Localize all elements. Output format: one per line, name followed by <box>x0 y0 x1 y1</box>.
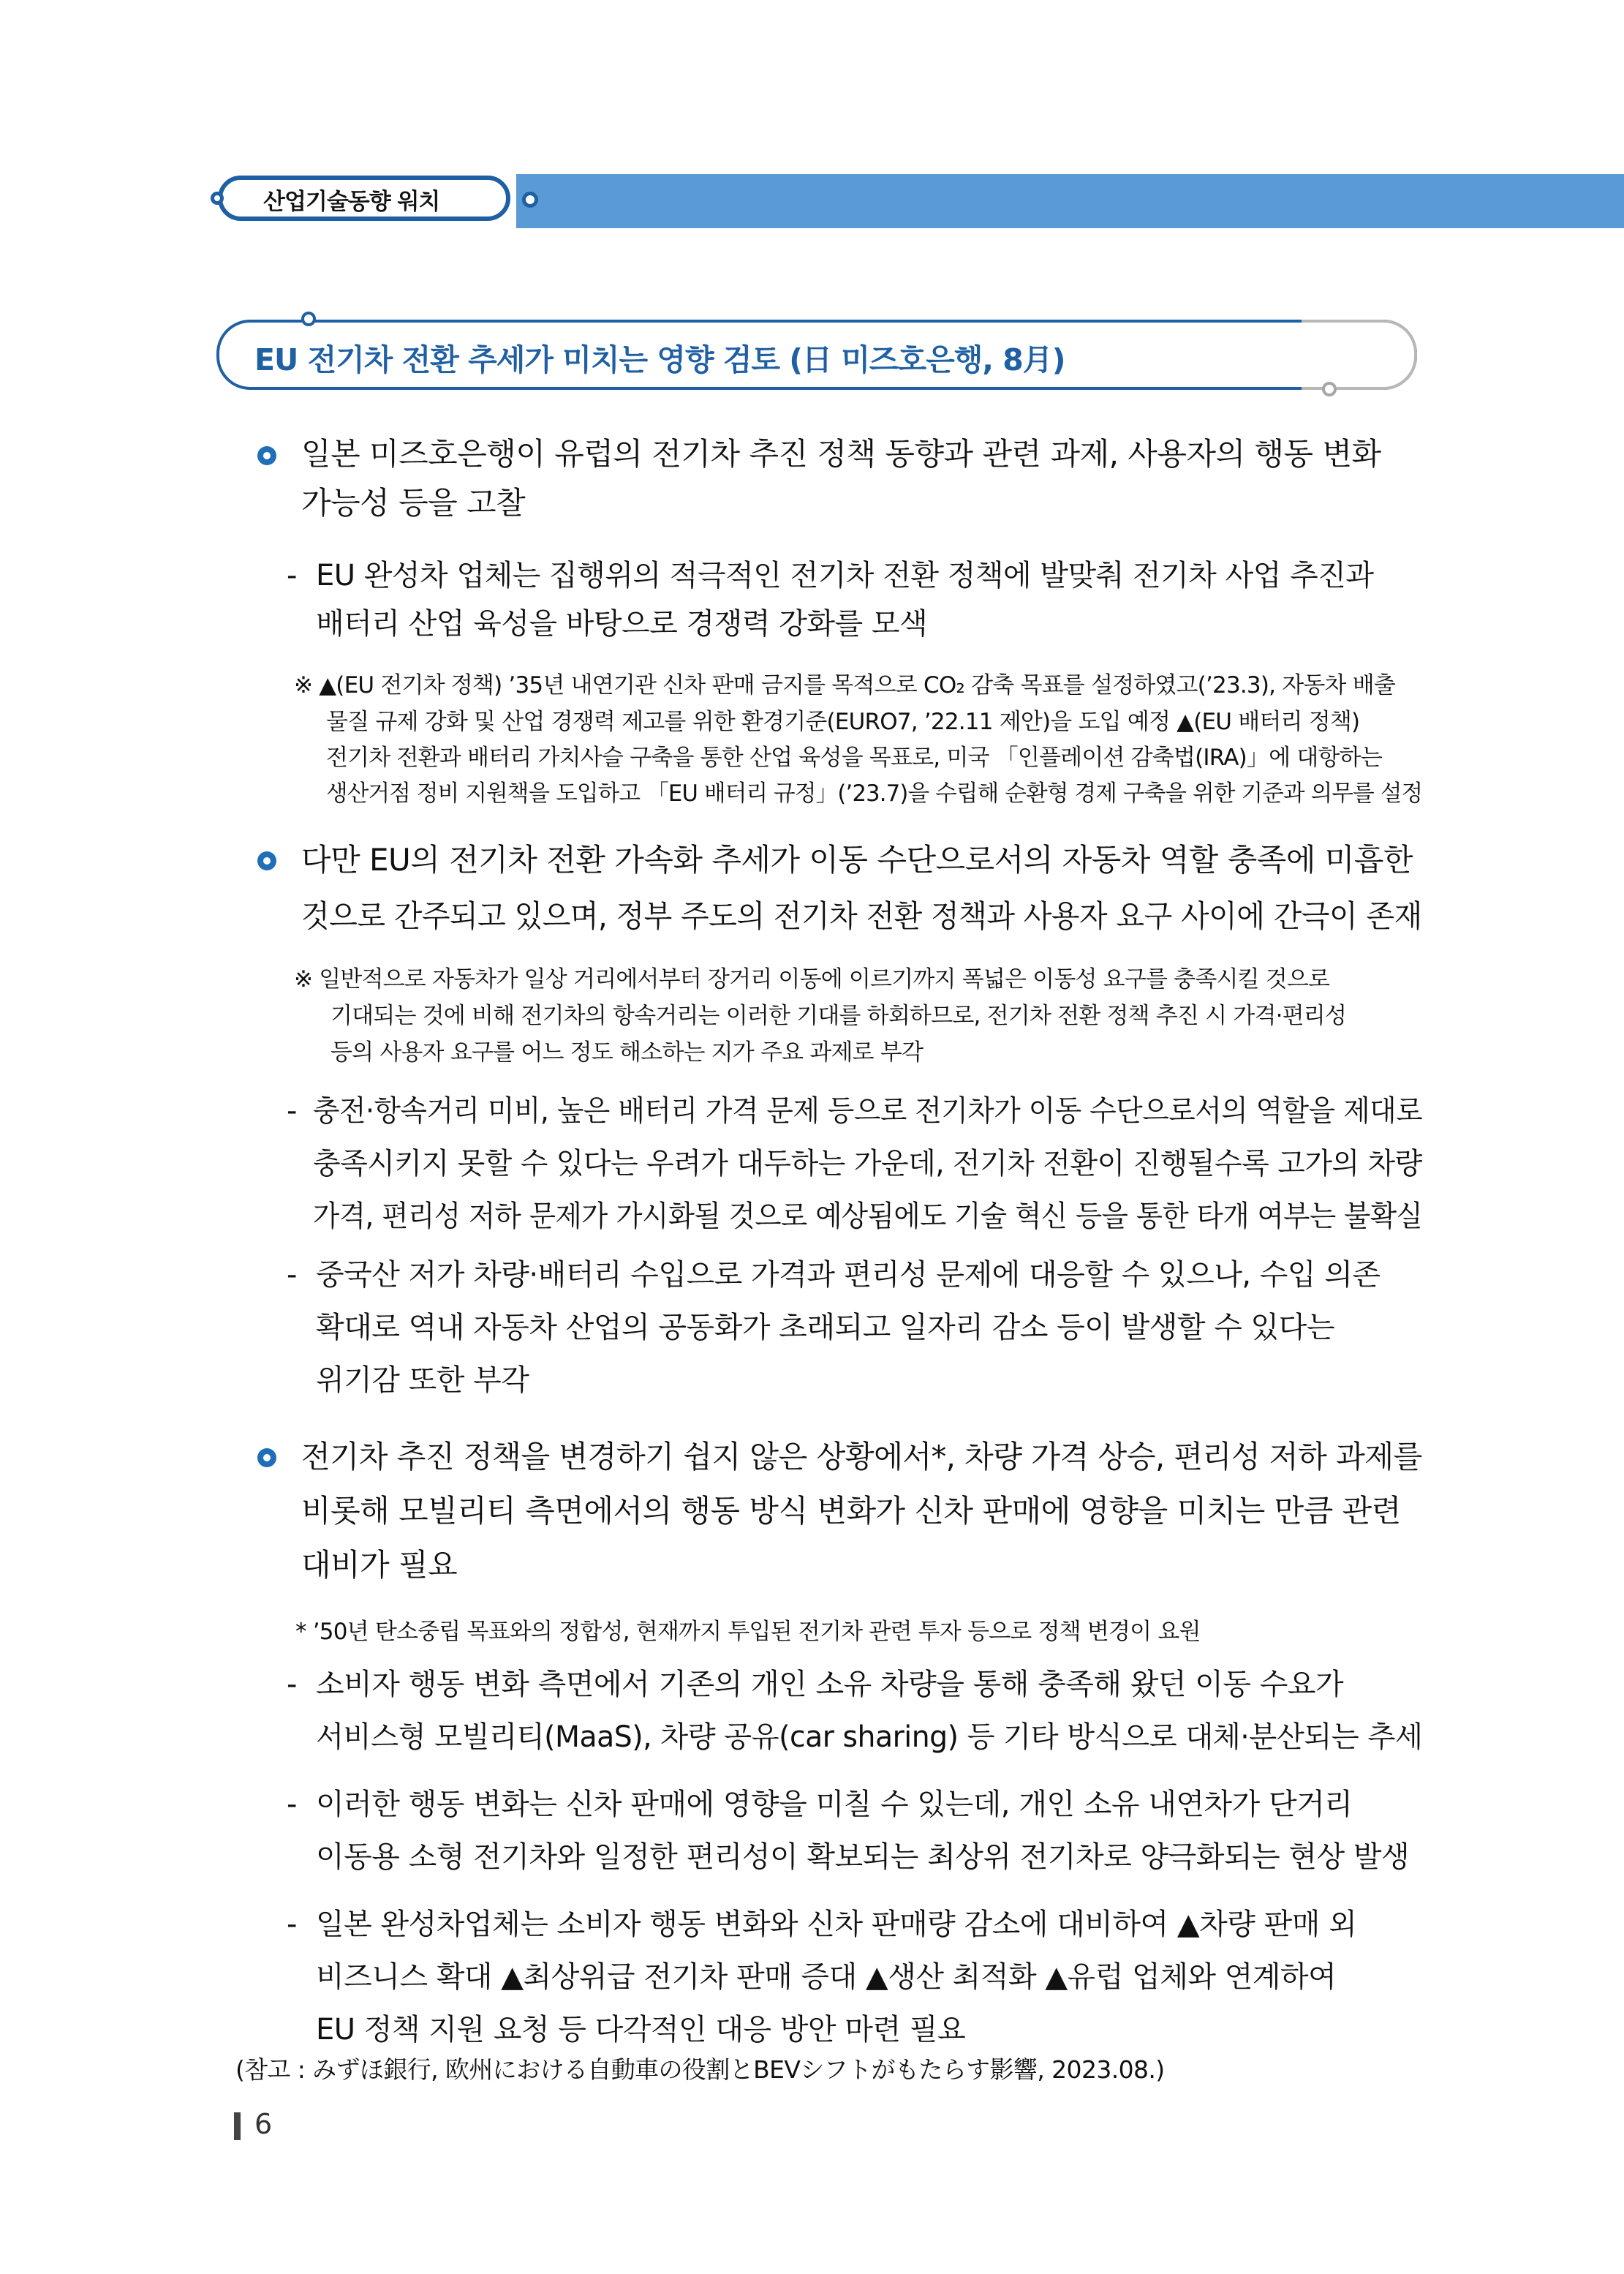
sub-line: 비즈니스 확대 ▲최상위급 전기차 판매 증대 ▲생산 최적화 ▲유럽 업체와 연계하여 <box>316 1960 1337 1994</box>
bullet-icon <box>257 851 276 870</box>
sub-line: 이러한 행동 변화는 신차 판매에 영향을 미칠 수 있는데, 개인 소유 내연차가 단거리 <box>316 1788 1353 1821</box>
sub-line: EU 정책 지원 요청 등 다각적인 대응 방안 마련 필요 <box>316 2013 966 2047</box>
dash-marker: - <box>287 1668 298 1701</box>
note-line: 물질 규제 강화 및 산업 경쟁력 제고를 위한 환경기준(EURO7, ’22.11 제안)을 도입 예정 ▲(EU 배터리 정책) <box>326 709 1360 735</box>
section-title: EU 전기차 전환 추세가 미치는 영향 검토 (日 미즈호은행, 8月) <box>254 342 1065 377</box>
bullet-icon <box>257 1448 276 1467</box>
sub-line: 배터리 산업 육성을 바탕으로 경쟁력 강화를 모색 <box>316 607 928 641</box>
bullet-line: 전기차 추진 정책을 변경하기 쉽지 않은 상황에서*, 차량 가격 상승, 편리성 저하 과제를 <box>301 1439 1422 1475</box>
bullet-line: 가능성 등을 고찰 <box>301 485 526 521</box>
bullet-line: 다만 EU의 전기차 전환 가속화 추세가 이동 수단으로서의 자동차 역할 충족에 미흡한 <box>301 842 1413 878</box>
section-dot-bottom <box>1322 382 1337 396</box>
reference-citation: (참고 : みずほ銀行, 欧州における自動車の役割とBEVシフトがもたらす影響, 2023.08.) <box>235 2055 1165 2084</box>
bullet-line: 것으로 간주되고 있으며, 정부 주도의 전기차 전환 정책과 사용자 요구 사이에 간극이 존재 <box>301 898 1422 934</box>
note-line: 전기차 전환과 배터리 가치사슬 구축을 통한 산업 육성을 목표로, 미국 「인플레이션 감축법(IRA)」에 대항하는 <box>326 745 1382 771</box>
sub-line: 위기감 또한 부각 <box>316 1363 529 1397</box>
header-dot-left <box>211 192 224 205</box>
sub-line: 중국산 저가 차량·배터리 수입으로 가격과 편리성 문제에 대응할 수 있으나, 수입 의존 <box>316 1258 1381 1292</box>
sub-line: 충전·항속거리 미비, 높은 배터리 가격 문제 등으로 전기차가 이동 수단으로서의 역할을 제대로 <box>313 1094 1423 1128</box>
note-line: 등의 사용자 요구를 어느 정도 해소하는 지가 주요 과제로 부각 <box>331 1039 924 1066</box>
bullet-line: 일본 미즈호은행이 유럽의 전기차 추진 정책 동향과 관련 과제, 사용자의 행동 변화 <box>301 436 1381 472</box>
bullet-line: 비롯해 모빌리티 측면에서의 행동 방식 변화가 신차 판매에 영향을 미치는 만큼 관련 <box>301 1493 1401 1529</box>
note-line: 생산거점 정비 지원책을 도입하고 「EU 배터리 규정」(’23.7)을 수립해 순환형 경제 구축을 위한 기준과 의무를 설정 <box>326 780 1423 807</box>
sub-line: 서비스형 모빌리티(MaaS), 차량 공유(car sharing) 등 기타 방식으로 대체·분산되는 추세 <box>316 1720 1423 1754</box>
section-dot-top <box>301 312 316 326</box>
dash-marker: - <box>287 1094 298 1128</box>
note-line: 기대되는 것에 비해 전기차의 항속거리는 이러한 기대를 하회하므로, 전기차 전환 정책 추진 시 가격·편리성 <box>331 1003 1347 1029</box>
sub-line: 이동용 소형 전기차와 일정한 편리성이 확보되는 최상위 전기차로 양극화되는 현상 발생 <box>316 1840 1410 1874</box>
note-line: ※ ▲(EU 전기차 정책) ’35년 내연기관 신차 판매 금지를 목적으로 CO₂ 감축 목표를 설정하였고(’23.3), 자동차 배출 <box>294 672 1396 699</box>
header-band <box>516 174 1624 228</box>
dash-marker: - <box>287 559 298 592</box>
dash-marker: - <box>287 1788 298 1821</box>
sub-line: 일본 완성차업체는 소비자 행동 변화와 신차 판매량 감소에 대비하여 ▲차량 판매 외 <box>316 1908 1357 1941</box>
section-title-frame-end <box>1302 320 1417 390</box>
header-title: 산업기술동향 워치 <box>263 189 440 215</box>
note-line: * ’50년 탄소중립 목표와의 정합성, 현재까지 투입된 전기차 관련 투자 등으로 정책 변경이 요원 <box>295 1619 1201 1645</box>
sub-line: 확대로 역내 자동차 산업의 공동화가 초래되고 일자리 감소 등이 발생할 수 있다는 <box>316 1311 1334 1344</box>
bullet-icon <box>257 446 276 465</box>
sub-line: 가격, 편리성 저하 문제가 가시화될 것으로 예상됨에도 기술 혁신 등을 통한 타개 여부는 불확실 <box>313 1200 1423 1233</box>
bullet-line: 대비가 필요 <box>301 1547 458 1583</box>
note-line: ※ 일반적으로 자동차가 일상 거리에서부터 장거리 이동에 이르기까지 폭넓은 이동성 요구를 충족시킬 것으로 <box>294 966 1330 993</box>
page-number-bar <box>234 2112 241 2140</box>
sub-line: EU 완성차 업체는 집행위의 적극적인 전기차 전환 정책에 발맞춰 전기차 사업 추진과 <box>316 559 1374 592</box>
dash-marker: - <box>287 1258 298 1292</box>
page-number: 6 <box>254 2108 273 2140</box>
dash-marker: - <box>287 1908 298 1941</box>
sub-line: 충족시키지 못할 수 있다는 우려가 대두하는 가운데, 전기차 전환이 진행될수록 고가의 차량 <box>313 1147 1422 1181</box>
sub-line: 소비자 행동 변화 측면에서 기존의 개인 소유 차량을 통해 충족해 왔던 이동 수요가 <box>316 1668 1344 1701</box>
header-dot-right <box>522 192 538 208</box>
